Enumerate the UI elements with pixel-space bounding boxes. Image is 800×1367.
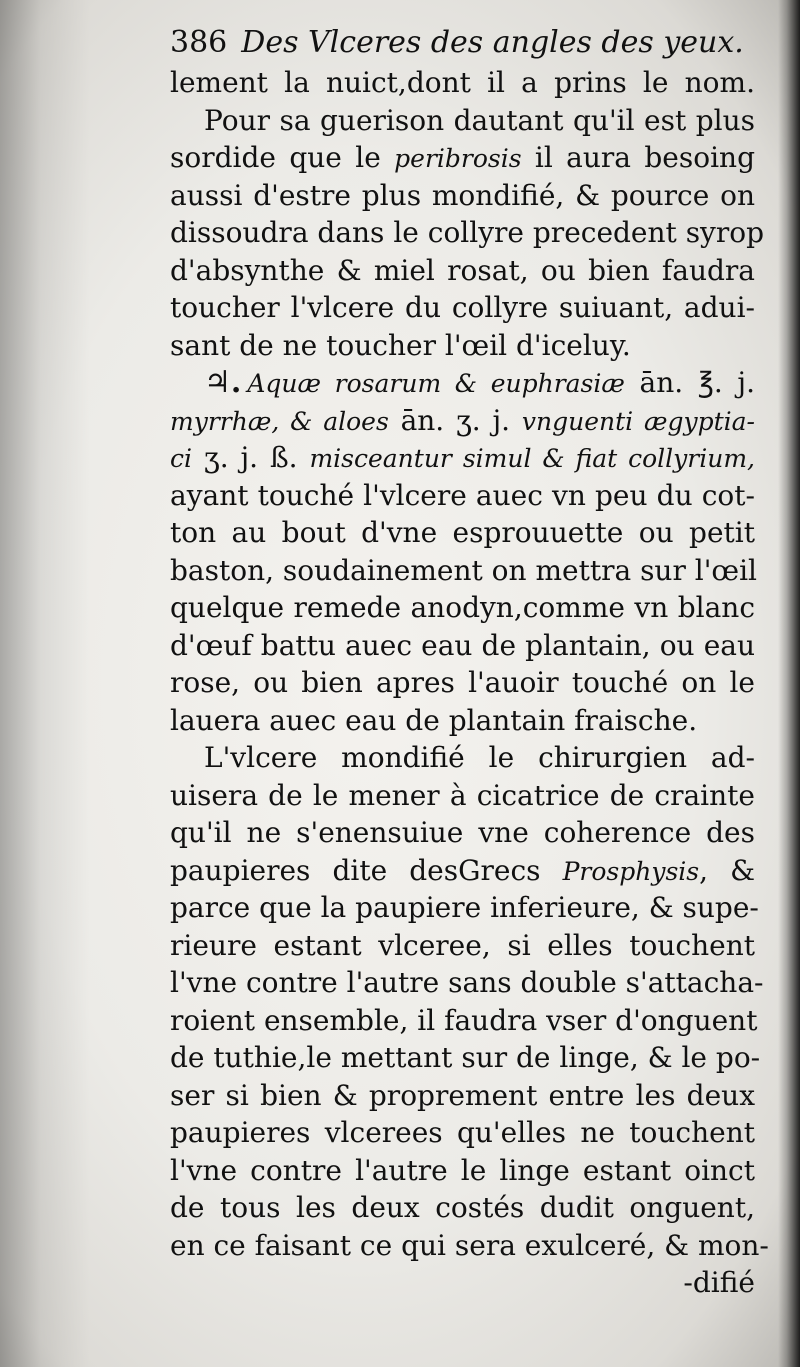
text-line: d'œuf battu auec eau de plantain, ou eau (170, 628, 755, 662)
text-line: rose, ou bien apres l'auoir touché on le (170, 666, 755, 699)
text-line: rieure estant vlceree, si elles touchent (170, 928, 755, 962)
text-line: sant de ne toucher l'œil d'iceluy. (170, 328, 631, 362)
running-header (170, 22, 755, 64)
text-line: lement la nuict,dont il a prins le nom. (170, 66, 755, 99)
text-line: ton au bout d'vne esprouuette ou petit (170, 516, 755, 549)
text-line: de tous les deux costés dudit onguent, (170, 1191, 755, 1224)
text-line: quelque remede anodyn,comme vn blanc (170, 591, 755, 624)
text-run: ān. ʒ. j. (388, 403, 522, 437)
text-run: ʒ. j. ß. (192, 441, 310, 474)
text-line: dissoudra dans le collyre precedent syrop (170, 216, 765, 249)
recipe-symbol: ♃. (204, 365, 242, 400)
text-run: , & (699, 853, 755, 887)
italic-term: Prosphysis (562, 856, 700, 886)
text-line: ayant touché l'vlcere auec vn peu du cot- (170, 478, 755, 512)
text-line: ser si bien & proprement entre les deux (170, 1078, 755, 1112)
italic-term: vnguenti ægyptia- (521, 406, 755, 436)
recipe-line (170, 439, 755, 477)
text-line: uisera de le mener à cicatrice de crainte (170, 778, 755, 812)
text-line: toucher l'vlcere du collyre suiuant, adui- (170, 291, 755, 324)
text-line: en ce faisant ce qui sera exulceré, & mon- (170, 1228, 769, 1262)
page-edge-shadow (778, 0, 800, 1367)
text-line: baston, soudainement on mettra sur l'œil (170, 553, 758, 587)
text-run: paupieres dite desGrecs (170, 853, 563, 887)
text-line: parce que la paupiere inferieure, & supe- (170, 891, 759, 924)
italic-term: misceantur simul & fiat collyrium, (309, 444, 755, 473)
page-text (170, 22, 769, 1302)
text-line: roient ensemble, il faudra vser d'onguent (170, 1003, 758, 1037)
recipe-line (170, 402, 755, 440)
text-run: ān. ℥. j. (624, 366, 755, 399)
text-line: paupieres vlcerees qu'elles ne touchent (170, 1116, 755, 1149)
text-line: l'vne contre l'autre le linge estant oinct (170, 1153, 755, 1187)
text-line: de tuthie,le mettant sur de linge, & le po- (170, 1041, 761, 1074)
page-gutter-shadow (0, 0, 90, 1367)
text-run: sordide que le (170, 141, 395, 174)
text-line (170, 852, 755, 890)
text-line: l'vne contre l'autre sans double s'attacha- (170, 966, 764, 999)
text-line: L'vlcere mondifié le chirurgien ad- (204, 741, 755, 774)
italic-term: peribrosis (394, 144, 522, 173)
recipe-line (170, 364, 755, 402)
text-line: aussi d'estre plus mondifié, & pource on (170, 178, 755, 212)
text-line: Pour sa guerison dautant qu'il est plus (204, 103, 755, 137)
catchword: -difié (683, 1266, 755, 1299)
text-line: lauera auec eau de plantain fraische. (170, 703, 698, 737)
italic-term: myrrhæ, & aloes (170, 406, 389, 436)
text-line: qu'il ne s'enensuiue vne coherence des (170, 816, 755, 849)
running-title: Des Vlceres des angles des yeux. (241, 25, 744, 60)
text-line (170, 139, 755, 177)
italic-term: ci (170, 444, 192, 473)
italic-term: Aquæ rosarum & euphrasiæ (247, 369, 625, 398)
text-line: d'absynthe & miel rosat, ou bien faudra (170, 253, 755, 287)
page-number: 386 (170, 25, 228, 60)
text-run: il aura besoing (521, 141, 755, 174)
